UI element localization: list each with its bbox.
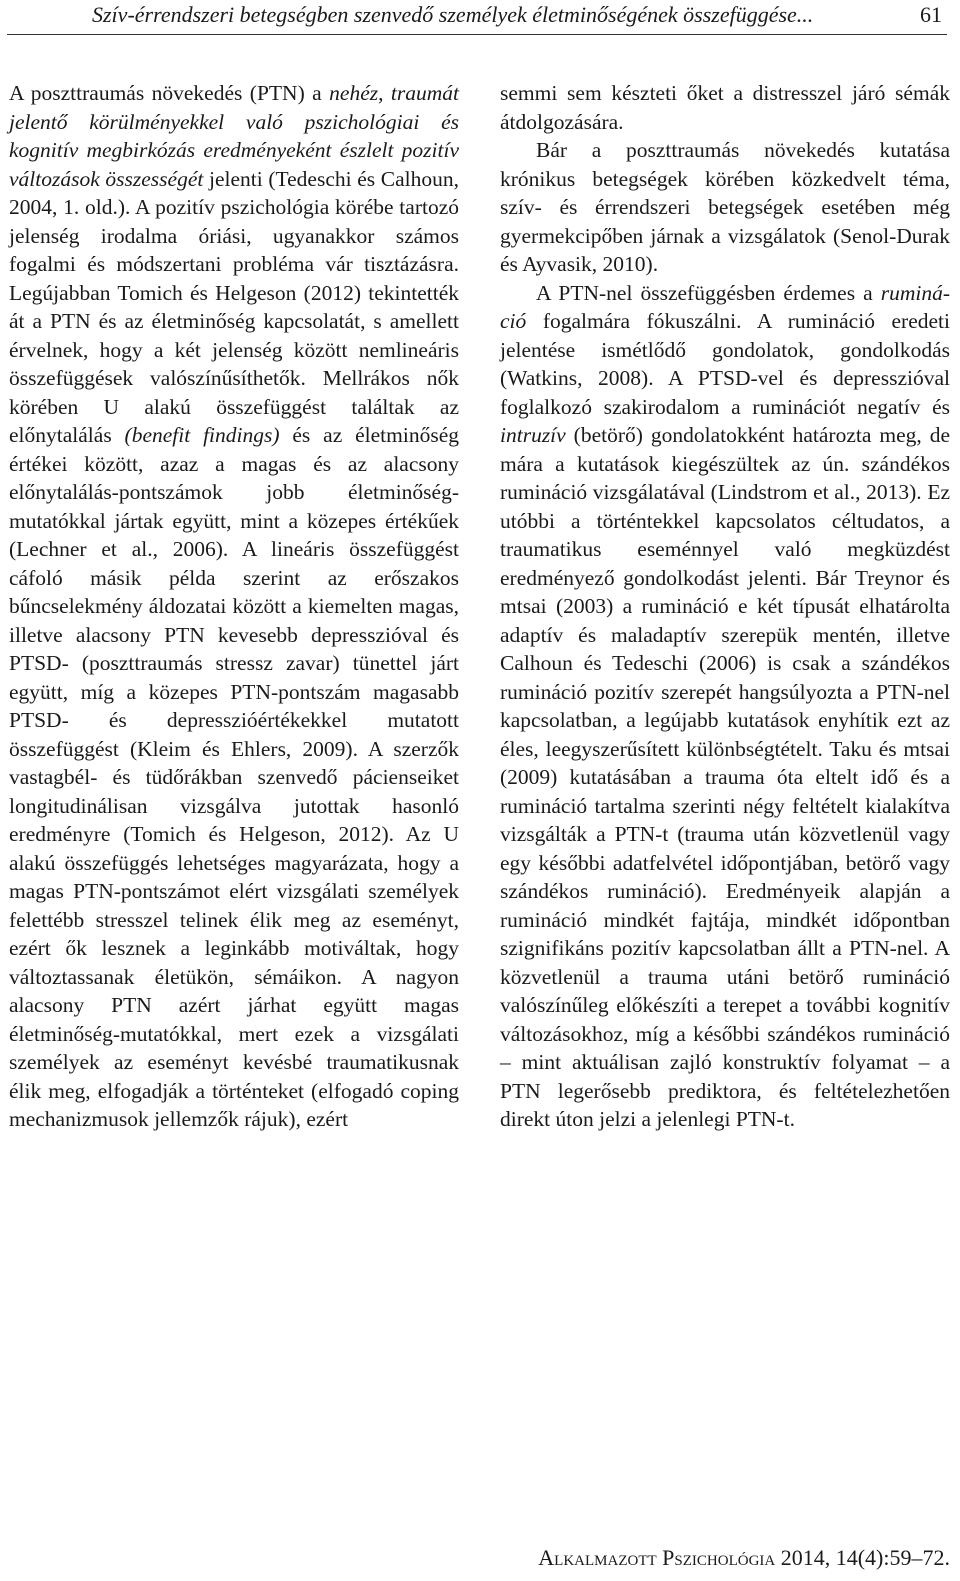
italic-term: intruzív	[500, 423, 566, 447]
running-head	[12, 0, 942, 30]
text-run: jelenti (Tedeschi és Calhoun, 2004, 1. old.). A pozitív pszichológia körébe tartozó jelenség irodalma óriási, ugyanakkor számos fogalmi és módszertani probléma vár tisztázásra. Legújabban Tomich és Helgeson (2012) tekintették át a PTN és az életminőség kapcsolatát, s amellett érvelnek, hogy a két jelenség között nemlineáris összefüggések valószínűsíthetők. Mellrákos nők körében U alakú összefüggést találtak az előnytalálás	[9, 166, 459, 447]
paragraph-rumination	[500, 279, 950, 1134]
paragraph-continuation: semmi sem készteti őket a distresszel járó sémák átdolgozására.	[500, 81, 950, 134]
journal-footer: Alkalmazott Pszichológia 2014, 14(4):59–72.	[538, 1545, 950, 1570]
text-run: és az életminőség értékei között, azaz a magas és az alacsony előnytalálás-pontszámok jobb életminőség-mutatókkal jártak együtt, mint a közepes értékűek (Lechner et al., 2006). A lineáris összefüggést cáfoló másik példa szerint az erőszakos bűncselekmény áldozatai között a kiemelten magas, illetve alacsony PTN kevesebb depresszióval és PTSD- (poszttraumás stressz zavar) tünettel járt együtt, míg a közepes PTN-pontszám magasabb PTSD- és depresszióértékekkel mutatott összefüggést (Kleim és Ehlers, 2009). A szerzők vastagbél- és tüdőrákban szenvedő pácienseiket longitudinálisan vizsgálva jutottak hasonló eredményre (Tomich és Helgeson, 2012). Az U alakú összefüggés lehetséges magyarázata, hogy a magas PTN-pontszámot elért vizsgálati személyek felettébb stresszel telinek élik meg az eseményt, ezért ők lesznek a leginkább motiváltak, hogy változtassanak életükön, sémáikon. A nagyon alacsony PTN azért járhat együtt magas életminőség-mutatókkal, mert ezek a vizsgálati személyek az eseményt kevésbé traumatikusnak élik meg, elfogadják a történteket (elfogadó coping mechanizmusok jellemzők rájuk), ezért	[9, 423, 459, 1131]
paragraph-cardiovascular: Bár a poszttraumás növekedés kutatása krónikus betegségek körében közkedvelt téma, szív- és érrendszeri betegségek esetében még gyermekcipőben járnak a vizsgálatok (Senol-Durak és Ayvasik, 2010).	[500, 138, 950, 276]
paragraph-ptn-definition	[9, 79, 459, 1134]
text-run: fogalmára fókuszálni. A rumináció eredeti jelentése ismétlődő gondolatok, gondolkodás (Watkins, 2008). A PTSD-vel és depresszióval foglalkozó szakirodalom a ruminációt negatív és	[500, 309, 950, 419]
text-run: A poszttraumás növekedés (PTN) a	[9, 81, 330, 105]
page-number: 61	[920, 2, 942, 27]
header-rule	[7, 34, 947, 35]
left-column	[9, 79, 459, 1134]
running-title: Szív-érrendszeri betegségben szenvedő személyek életminőségének összefüggése...	[92, 2, 814, 27]
text-run: A PTN-nel összefüggésben érdemes a	[536, 280, 881, 305]
italic-term: (benefit findings)	[124, 423, 280, 447]
italic-definition: nehéz, traumát jelentő körülményekkel való pszichológiai és kognitív megbirkózás eredményeként észlelt pozitív változások összességét	[9, 81, 460, 191]
italic-term: rumináció	[500, 280, 950, 333]
right-column	[500, 79, 950, 1134]
text-run: (betörő) gondolatokként határozta meg, de mára a kutatások kiegészültek az ún. szándékos rumináció vizsgálatával (Lindstrom et al., 2013). Ez utóbbi a történtekkel kapcsolatos céltudatos, a traumatikus eseménnyel való megküzdést eredményező gondolkodást jelenti. Bár Treynor és mtsai (2003) a rumináció e két típusát elhatárolta adaptív és maladaptív szerepük mentén, illetve Calhoun és Tedeschi (2006) is csak a szándékos rumináció pozitív szerepét hangsúlyozta a PTN-nel kapcsolatban, a legújabb kutatások enyhítik ezt az éles, leegyszerűsített különbségtételt. Taku és mtsai (2009) kutatásában a trauma óta eltelt idő és a rumináció tartalma szerinti négy feltételt kialakítva vizsgálták a PTN-t (trauma után közvetlenül vagy egy későbbi adatfelvétel időpontjában, betörő vagy szándékos rumináció). Eredményeik alapján a rumináció mindkét fajtája, mindkét időpontban szignifikáns pozitív kapcsolatban állt a PTN-nel. A közvetlenül a trauma utáni betörő rumináció valószínűleg előkészíti a terepet a további kognitív változásokhoz, míg a későbbi szándékos rumináció – mint aktuálisan zajló konstruktív folyamat – a PTN legerősebb prediktora, és feltételezhetően direkt úton jelzi a jelenlegi PTN-t.	[500, 423, 950, 1131]
